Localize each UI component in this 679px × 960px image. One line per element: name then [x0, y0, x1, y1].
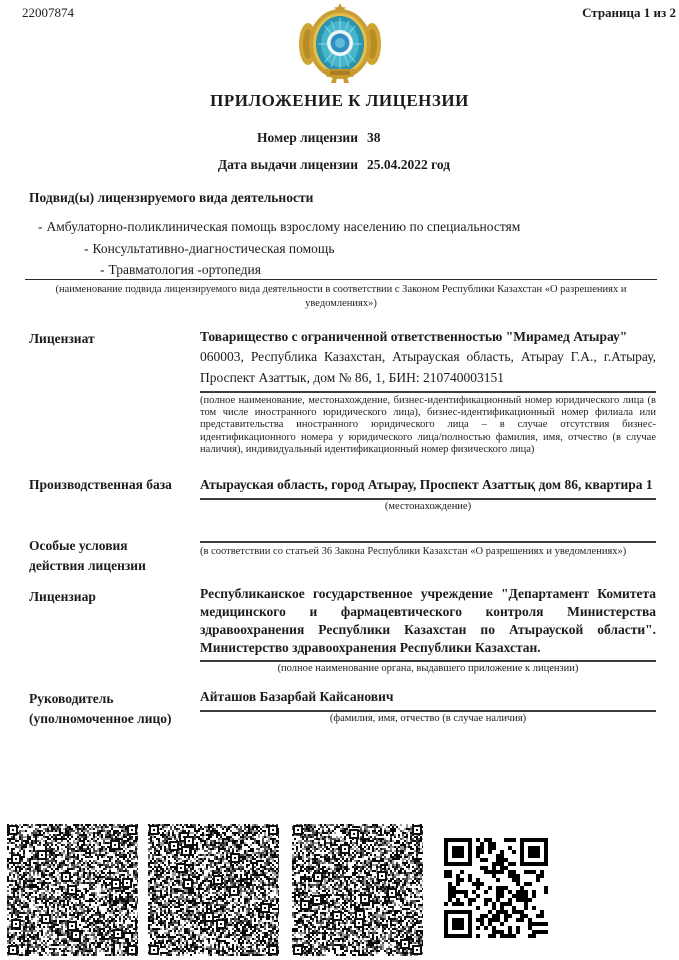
- special-conditions-label: Особые условия действия лицензии: [29, 538, 146, 573]
- licensor-value-block: [200, 585, 656, 675]
- subtype-item-label: Амбулаторно-поликлиническая помощь взрослому населению по специальностям: [46, 219, 521, 234]
- divider: [200, 391, 656, 393]
- licensee-value-block: [200, 327, 656, 456]
- license-number-value: 38: [367, 130, 381, 145]
- subtype-item: [38, 219, 520, 235]
- head-value-block: [200, 687, 656, 726]
- special-conditions-caption: (в соответствии со статьей 36 Закона Республики Казахстан «О разрешениях и уведомлениях»): [200, 546, 627, 557]
- production-base-label: Производственная база: [29, 477, 172, 492]
- production-base-caption: (местонахождение): [384, 501, 472, 513]
- head-value: Айташов Базарбай Кайсанович: [200, 689, 394, 704]
- license-number-row: [0, 130, 679, 148]
- licensee-caption: (полное наименование, местонахождение, бизнес-идентификационный номер юридического лица (в том числе иностранного юридического лица), бизнес-идентификационный номер филиала или представительства иностранного юридического лица – в случае отсутствия бизнес-идентификационного номера у юридического лица/полностью фамилия, имя, отчество (в случае наличия), индивидуальный идентификационный номер физического лица): [200, 394, 656, 455]
- subtypes-caption: (наименование подвида лицензируемого вида деятельности в соответствии с Законом Республики Казахстан «О разрешениях и уведомлениях»): [55, 284, 627, 309]
- licensor-value: Республиканское государственное учреждение "Департамент Комитета медицинского и фармацевтического контроля Министерства здравоохранения Республики Казахстан по Атырауской области". Министерство здравоохранения Республики Казахстан.: [200, 586, 656, 655]
- divider: [200, 541, 656, 543]
- licensee-address: 060003, Республика Казахстан, Атырауская область, Атырау Г.А., г.Атырау, Проспект Азаттык, дом № 86, 1, БИН: 210740003151: [200, 349, 656, 385]
- dash-bullet: -: [100, 262, 105, 277]
- dash-bullet: -: [38, 219, 43, 234]
- subtypes-heading: Подвид(ы) лицензируемого вида деятельности: [29, 190, 314, 205]
- subtype-item-label: Консультативно-диагностическая помощь: [92, 241, 335, 256]
- head-label: Руководитель (уполномоченное лицо): [29, 691, 172, 726]
- license-date-label: Дата выдачи лицензии: [217, 157, 358, 172]
- license-number-label: Номер лицензии: [257, 130, 358, 145]
- watermark-code-1: [7, 824, 138, 956]
- dash-bullet: -: [84, 241, 89, 256]
- divider: [25, 279, 657, 280]
- licensor-caption: (полное наименование органа, выдавшего приложение к лицензии): [277, 662, 579, 674]
- licensor-label: Лицензиар: [29, 589, 96, 604]
- production-base-value-block: [200, 475, 656, 514]
- page-indicator: Страница 1 из 2: [582, 5, 676, 20]
- licensee-label: Лицензиат: [29, 331, 95, 346]
- kazakhstan-emblem-icon: [294, 3, 386, 83]
- qr-code: [442, 836, 552, 942]
- subtype-item-label: Травматология -ортопедия: [108, 262, 261, 277]
- license-date-row: [0, 157, 679, 175]
- licensee-name: Товарищество с ограниченной ответственностью "Мирамед Атырау": [200, 329, 628, 344]
- watermark-code-3: [292, 824, 423, 956]
- subtype-item: [84, 241, 335, 257]
- page-title: ПРИЛОЖЕНИЕ К ЛИЦЕНЗИИ: [210, 91, 469, 110]
- head-caption: (фамилия, имя, отчество (в случае наличия): [329, 713, 527, 725]
- subtype-item: [100, 262, 261, 278]
- license-date-value: 25.04.2022 год: [367, 157, 451, 172]
- production-base-value: Атырауская область, город Атырау, Проспект Азаттық дом 86, квартира 1: [200, 477, 653, 492]
- watermark-code-2: [148, 824, 279, 956]
- document-number: 22007874: [22, 5, 74, 20]
